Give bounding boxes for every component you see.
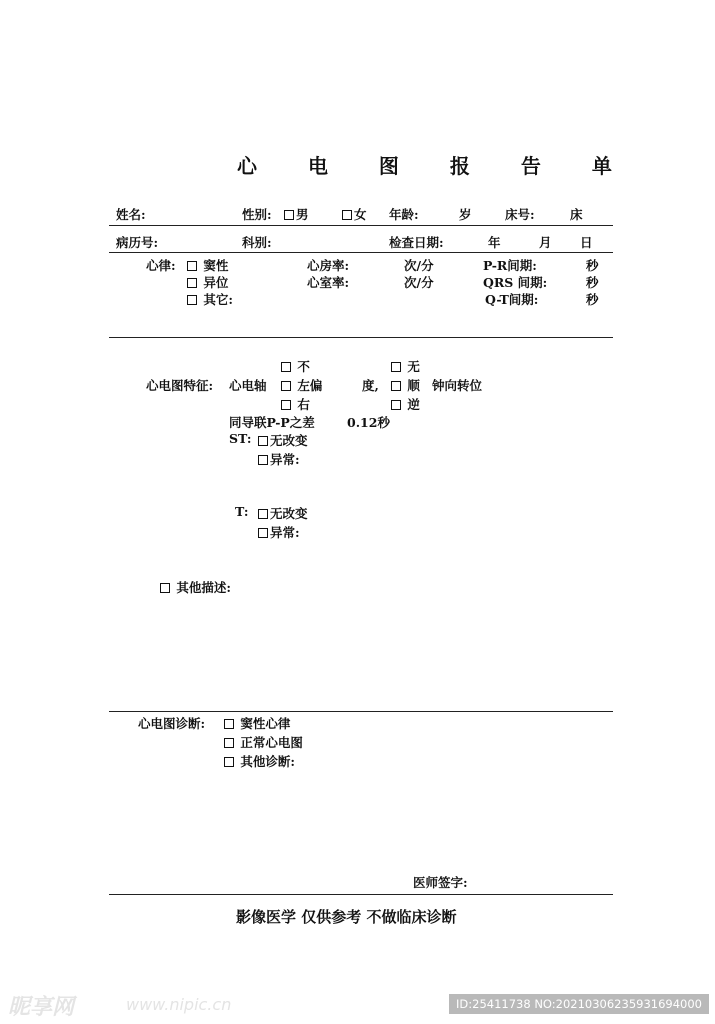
diagnosis-normal-option[interactable] bbox=[224, 733, 303, 751]
pp-diff-label: 同导联P-P之差 bbox=[229, 415, 315, 430]
qt-unit: 秒 bbox=[586, 292, 599, 307]
checkbox-other-desc[interactable] bbox=[160, 583, 170, 593]
t-no-change-option[interactable] bbox=[258, 504, 308, 522]
qt-label: Q-T间期: bbox=[485, 292, 539, 307]
checkbox-axis-not[interactable] bbox=[281, 362, 291, 372]
watermark-logo: 昵享网 bbox=[8, 995, 75, 1020]
diagnosis-label: 心电图诊断: bbox=[138, 716, 206, 731]
checkbox-diag-sinus[interactable] bbox=[224, 719, 234, 729]
diag-normal-label: 正常心电图 bbox=[240, 735, 303, 750]
ventricular-rate-label: 心室率: bbox=[307, 275, 350, 290]
checkbox-st-abnormal[interactable] bbox=[258, 455, 268, 465]
st-no-change-option[interactable] bbox=[258, 431, 308, 449]
divider-4 bbox=[109, 711, 613, 712]
axis-not-option[interactable] bbox=[281, 357, 310, 375]
t-no-change-label: 无改变 bbox=[270, 506, 308, 521]
checkbox-counterclockwise[interactable] bbox=[391, 400, 401, 410]
qrs-unit: 秒 bbox=[586, 275, 599, 290]
diag-other-label: 其他诊断: bbox=[240, 754, 295, 769]
other-desc-option[interactable] bbox=[160, 578, 231, 596]
pr-unit: 秒 bbox=[586, 258, 599, 273]
checkbox-clockwise[interactable] bbox=[391, 381, 401, 391]
rotation-label: 钟向转位 bbox=[432, 378, 483, 393]
divider-5 bbox=[109, 894, 613, 895]
counterclockwise-label: 逆 bbox=[407, 397, 420, 412]
age-unit: 岁 bbox=[459, 207, 472, 222]
checkbox-axis-left[interactable] bbox=[281, 381, 291, 391]
divider-2 bbox=[109, 252, 613, 253]
checkbox-t-no-change[interactable] bbox=[258, 509, 268, 519]
rhythm-other-option[interactable] bbox=[187, 290, 233, 308]
st-label: ST: bbox=[229, 431, 252, 446]
axis-left-label: 左偏 bbox=[297, 378, 323, 393]
diag-sinus-label: 窦性心律 bbox=[240, 716, 291, 731]
rotation-counter-option[interactable] bbox=[391, 395, 420, 413]
rotation-none-option[interactable] bbox=[391, 357, 420, 375]
features-label: 心电图特征: bbox=[146, 378, 214, 393]
ectopic-label: 异位 bbox=[203, 275, 229, 290]
rhythm-sinus-option[interactable] bbox=[187, 256, 228, 274]
watermark-url: www.nipic.cn bbox=[126, 995, 232, 1014]
axis-label: 心电轴 bbox=[229, 378, 267, 393]
watermark-id: ID:25411738 NO:20210306235931694000 bbox=[449, 994, 709, 1014]
pr-label: P-R间期: bbox=[483, 258, 537, 273]
checkbox-rotation-none[interactable] bbox=[391, 362, 401, 372]
other-desc-label: 其他描述: bbox=[176, 580, 231, 595]
diagnosis-other-option[interactable] bbox=[224, 752, 295, 770]
bed-unit: 床 bbox=[570, 207, 583, 222]
atrial-rate-unit: 次/分 bbox=[404, 258, 434, 273]
t-abnormal-label: 异常: bbox=[270, 525, 300, 540]
rhythm-label: 心律: bbox=[146, 258, 176, 273]
t-abnormal-option[interactable] bbox=[258, 523, 300, 541]
atrial-rate-label: 心房率: bbox=[307, 258, 350, 273]
day-label: 日 bbox=[580, 235, 593, 250]
qrs-label: QRS 间期: bbox=[483, 275, 548, 290]
ventricular-rate-unit: 次/分 bbox=[404, 275, 434, 290]
checkbox-diag-normal[interactable] bbox=[224, 738, 234, 748]
month-label: 月 bbox=[539, 235, 552, 250]
checkbox-rhythm-other[interactable] bbox=[187, 295, 197, 305]
year-label: 年 bbox=[488, 235, 501, 250]
st-no-change-label: 无改变 bbox=[270, 433, 308, 448]
checkbox-st-no-change[interactable] bbox=[258, 436, 268, 446]
pp-diff-value: 0.12秒 bbox=[347, 415, 390, 430]
name-label: 姓名: bbox=[116, 207, 146, 222]
exam-date-label: 检查日期: bbox=[389, 235, 444, 250]
checkbox-diag-other[interactable] bbox=[224, 757, 234, 767]
divider-1 bbox=[109, 225, 613, 226]
watermark-strip bbox=[0, 990, 715, 1024]
st-abnormal-label: 异常: bbox=[270, 452, 300, 467]
rhythm-other-label: 其它: bbox=[203, 292, 233, 307]
gender-female-option[interactable] bbox=[342, 205, 367, 223]
divider-3 bbox=[109, 337, 613, 338]
axis-degree-label: 度, bbox=[362, 378, 379, 393]
page-title: 心 电 图 报 告 单 bbox=[237, 154, 634, 178]
checkbox-male[interactable] bbox=[284, 210, 294, 220]
female-label: 女 bbox=[354, 207, 367, 222]
gender-male-option[interactable] bbox=[284, 205, 309, 223]
checkbox-sinus[interactable] bbox=[187, 261, 197, 271]
signature-label: 医师签字: bbox=[413, 875, 468, 890]
gender-label: 性别: bbox=[242, 207, 272, 222]
sinus-label: 窦性 bbox=[203, 258, 229, 273]
checkbox-female[interactable] bbox=[342, 210, 352, 220]
rotation-clockwise-option[interactable] bbox=[391, 376, 420, 394]
axis-not-label: 不 bbox=[297, 359, 310, 374]
rotation-none-label: 无 bbox=[407, 359, 420, 374]
checkbox-axis-right[interactable] bbox=[281, 400, 291, 410]
record-no-label: 病历号: bbox=[116, 235, 159, 250]
male-label: 男 bbox=[296, 207, 309, 222]
axis-left-option[interactable] bbox=[281, 376, 322, 394]
footer-disclaimer: 影像医学 仅供参考 不做临床诊断 bbox=[236, 908, 457, 926]
diagnosis-sinus-option[interactable] bbox=[224, 714, 290, 732]
axis-right-label: 右 bbox=[297, 397, 310, 412]
age-label: 年龄: bbox=[389, 207, 419, 222]
dept-label: 科别: bbox=[242, 235, 272, 250]
rhythm-ectopic-option[interactable] bbox=[187, 273, 228, 291]
st-abnormal-option[interactable] bbox=[258, 450, 300, 468]
checkbox-t-abnormal[interactable] bbox=[258, 528, 268, 538]
axis-right-option[interactable] bbox=[281, 395, 310, 413]
clockwise-label: 顺 bbox=[407, 378, 420, 393]
t-label: T: bbox=[235, 504, 249, 519]
bed-label: 床号: bbox=[505, 207, 535, 222]
checkbox-ectopic[interactable] bbox=[187, 278, 197, 288]
